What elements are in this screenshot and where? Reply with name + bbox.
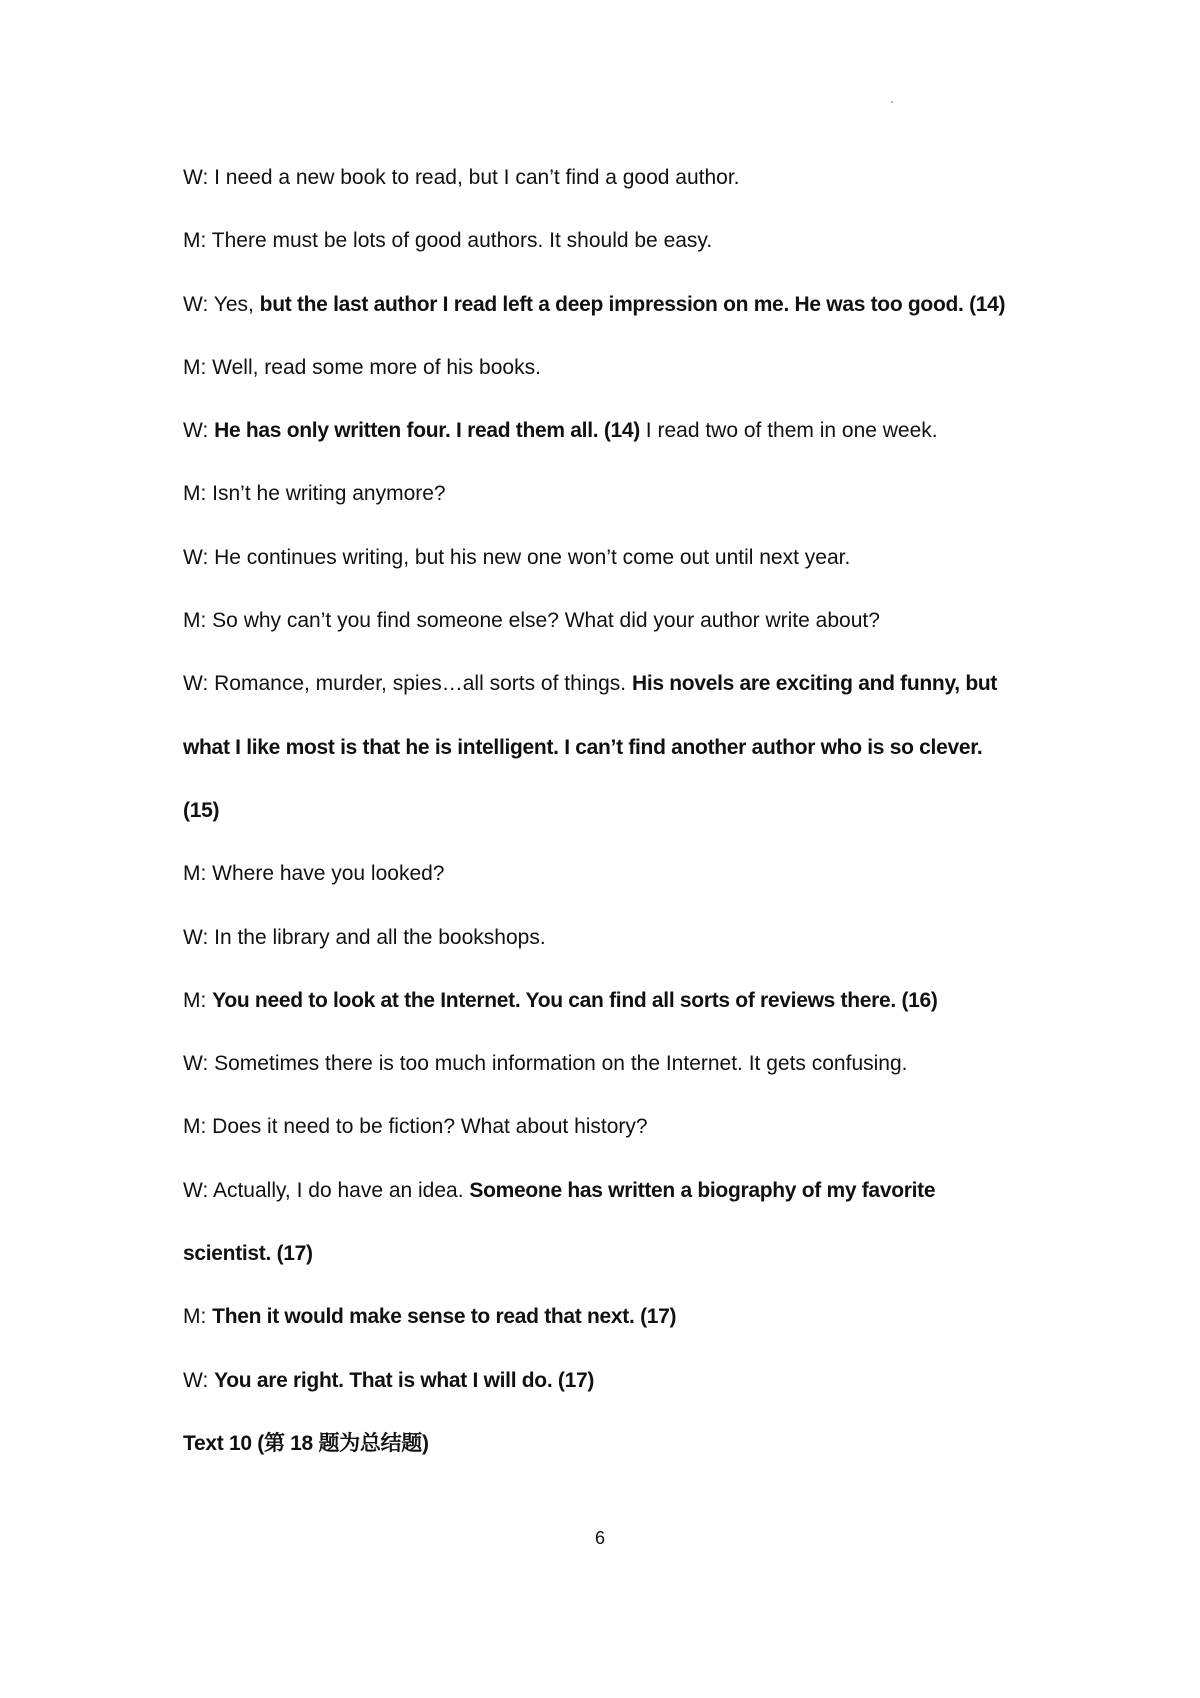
line-text: Yes,: [213, 292, 260, 316]
section-heading: [183, 1426, 1063, 1489]
speaker-label: W:: [183, 672, 215, 696]
line-text: Sometimes there is too much information on the Internet. It gets confusing.: [214, 1052, 908, 1076]
speaker-label: M:: [183, 609, 213, 633]
transcript-line: [183, 540, 1063, 603]
line-bold-text: You need to look at the Internet. You can find all sorts of reviews there. (16): [212, 988, 938, 1012]
transcript-line: [183, 856, 1063, 919]
line-text: I read two of them in one week.: [639, 419, 938, 443]
transcript-line: [183, 476, 1063, 539]
speaker-label: M:: [183, 355, 213, 379]
transcript-line: [183, 287, 1063, 350]
transcript-line: [183, 1236, 1063, 1299]
line-text: He continues writing, but his new one won’t come out until next year.: [214, 545, 851, 569]
line-bold-text: Then it would make sense to read that next. (17): [212, 1305, 677, 1329]
transcript-line: [183, 1109, 1063, 1172]
line-text: Does it need to be fiction? What about history?: [212, 1115, 648, 1139]
transcript-line: [183, 160, 1063, 223]
transcript-line: [183, 730, 1063, 793]
transcript-line: [183, 1046, 1063, 1109]
line-text: So why can’t you find someone else? What did your author write about?: [212, 609, 880, 633]
scan-speck: [891, 101, 893, 103]
line-bold-text: He has only written four. I read them all. (14): [214, 419, 640, 443]
speaker-label: W:: [183, 545, 215, 569]
speaker-label: W:: [183, 1052, 215, 1076]
speaker-label: W:: [183, 166, 215, 189]
transcript-line: [183, 1173, 1063, 1236]
line-text: There must be lots of good authors. It should be easy.: [211, 229, 713, 253]
line-bold-text: Text 10 (第 18 题为总结题): [183, 1431, 429, 1455]
transcript-line: [183, 413, 1063, 476]
transcript-line: [183, 350, 1063, 413]
speaker-label: W:: [183, 1368, 215, 1392]
line-text: Well, read some more of his books.: [212, 355, 541, 379]
transcript-line: [183, 666, 1063, 729]
transcript-line: [183, 603, 1063, 666]
speaker-label: M:: [183, 988, 213, 1012]
line-bold-text: His novels are exciting and funny, but: [631, 672, 998, 696]
line-text: Actually, I do have an idea.: [212, 1178, 470, 1202]
line-bold-text: (15): [183, 798, 220, 822]
line-bold-text: but the last author I read left a deep impression on me. He was too good. (14): [259, 292, 1006, 316]
transcript-line: [183, 223, 1063, 286]
line-text: Romance, murder, spies…all sorts of things.: [214, 672, 632, 696]
line-text: Where have you looked?: [212, 862, 445, 886]
transcript-line: [183, 920, 1063, 983]
speaker-label: M:: [183, 862, 213, 886]
line-text: I need a new book to read, but I can’t find a good author.: [214, 166, 740, 189]
speaker-label: W:: [183, 925, 215, 949]
transcript-line: [183, 793, 1063, 856]
speaker-label: W:: [183, 419, 215, 443]
line-bold-text: Someone has written a biography of my favorite: [469, 1178, 936, 1202]
speaker-label: M:: [183, 229, 212, 253]
line-bold-text: scientist. (17): [183, 1242, 313, 1266]
transcript-line: [183, 1299, 1063, 1362]
page-number: 6: [594, 1528, 605, 1548]
line-text: Isn’t he writing anymore?: [212, 482, 446, 506]
speaker-label: M:: [183, 1115, 213, 1139]
speaker-label: M:: [183, 482, 213, 506]
transcript-line: [183, 983, 1063, 1046]
transcript-line: [183, 1363, 1063, 1426]
line-bold-text: You are right. That is what I will do. (17): [214, 1368, 595, 1392]
speaker-label: W:: [183, 1178, 213, 1202]
transcript: [183, 160, 1063, 1489]
speaker-label: W:: [183, 292, 214, 316]
speaker-label: M:: [183, 1305, 213, 1329]
line-text: In the library and all the bookshops.: [214, 925, 546, 949]
line-bold-text: what I like most is that he is intelligent. I can’t find another author who is so clever.: [183, 735, 983, 759]
